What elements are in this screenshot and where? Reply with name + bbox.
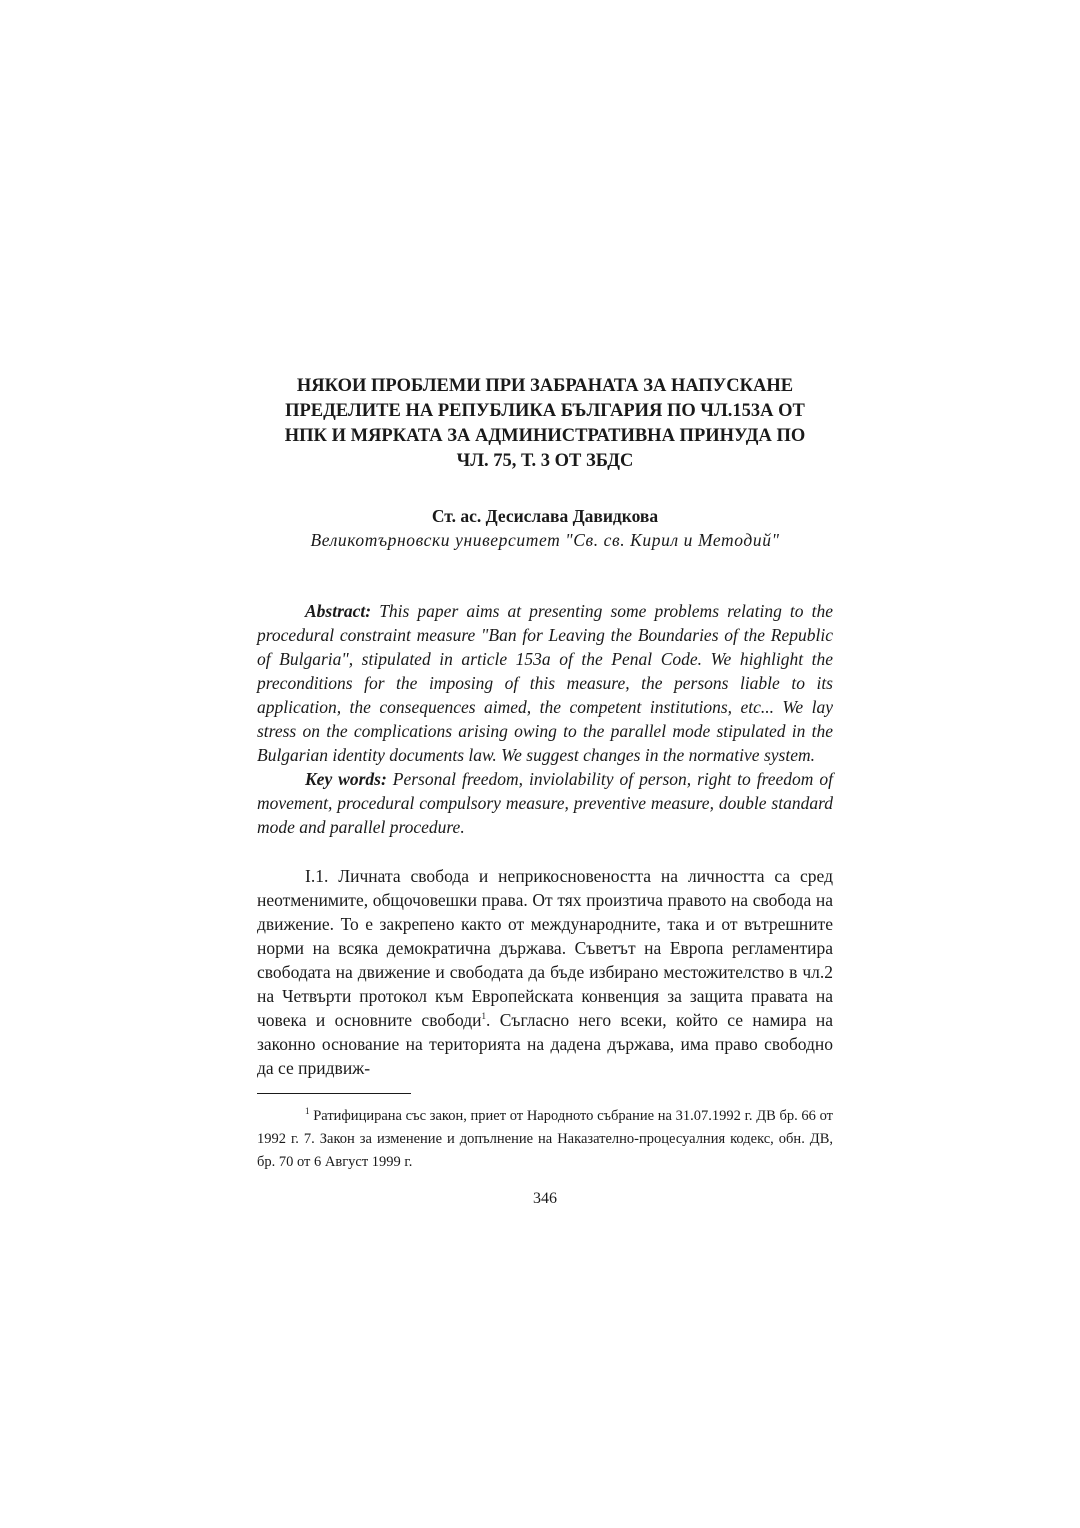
abstract-label: Abstract: <box>305 601 372 621</box>
abstract-paragraph <box>257 599 833 767</box>
title-line: НПК И МЯРКАТА ЗА АДМИНИСТРАТИВНА ПРИНУДА ПО <box>284 426 806 446</box>
footnote-text: Ратифицирана със закон, приет от Народното събрание на 31.07.1992 г. ДВ бр. 66 от 1992 г. 7. Закон за изменение и допълнение на Наказателно-процесуалния кодекс, обн. ДВ, бр. 70 от 6 Август 1999 г. <box>257 1108 833 1170</box>
footnote-marker: 1 <box>305 1106 310 1117</box>
keywords-label: Key words: <box>305 769 387 789</box>
body-section <box>257 864 833 1080</box>
paper-title <box>257 374 833 474</box>
body-text-part: I.1. Личната свобода и неприкосновеността на личността са сред неотменимите, общочовешки права. От тях произтича правото на свобода на движение. То е закрепено както от международните, така и от вътрешните норми на всяка демократична държава. Съветът на Европа регламентира свободата на движение и свободата да бъде избирано местожителство в чл.2 на Четвърти протокол към Европейската конвенция за защита правата на човека и основните свободи <box>257 866 833 1030</box>
text-column <box>257 374 833 1210</box>
title-line: НЯКОИ ПРОБЛЕМИ ПРИ ЗАБРАНАТА ЗА НАПУСКАНЕ <box>296 376 794 396</box>
body-paragraph <box>257 864 833 1080</box>
abstract-section <box>257 599 833 839</box>
title-line: ЧЛ. 75, Т. 3 ОТ ЗБДС <box>456 451 634 471</box>
body-text-part: . Съгласно него всеки, който се намира на законно основание на територията на дадена държава, има право свободно да се придвиж- <box>257 1010 833 1078</box>
title-line: ПРЕДЕЛИТЕ НА РЕПУБЛИКА БЪЛГАРИЯ ПО ЧЛ.153А ОТ <box>285 401 805 421</box>
abstract-text: This paper aims at presenting some problems relating to the procedural constraint measure "Ban for Leaving the Boundaries of the Republic of Bulgaria", stipulated in article 153a of the Penal Code. We highlight the preconditions for the imposing of this measure, the persons liable to its application, the consequences aimed, the competent institutions, etc... We lay stress on the complications arising owing to the parallel mode stipulated in the Bulgarian identity documents law. We suggest changes in the normative system. <box>257 601 833 765</box>
footnote-reference: 1 <box>481 1011 487 1022</box>
keywords-text: Personal freedom, inviolability of person, right to freedom of movement, procedural compulsory measure, preventive measure, double standard mode and parallel procedure. <box>257 769 833 837</box>
footnote-section <box>257 1105 833 1174</box>
author-affiliation: Великотърновски университет "Св. св. Кирил и Методий" <box>310 530 780 550</box>
footnote-paragraph <box>257 1105 833 1174</box>
footnote-divider <box>257 1093 411 1094</box>
author-name: Ст. ас. Десислава Давидкова <box>431 506 659 526</box>
keywords-paragraph <box>257 767 833 839</box>
page-number: 346 <box>533 1190 557 1207</box>
